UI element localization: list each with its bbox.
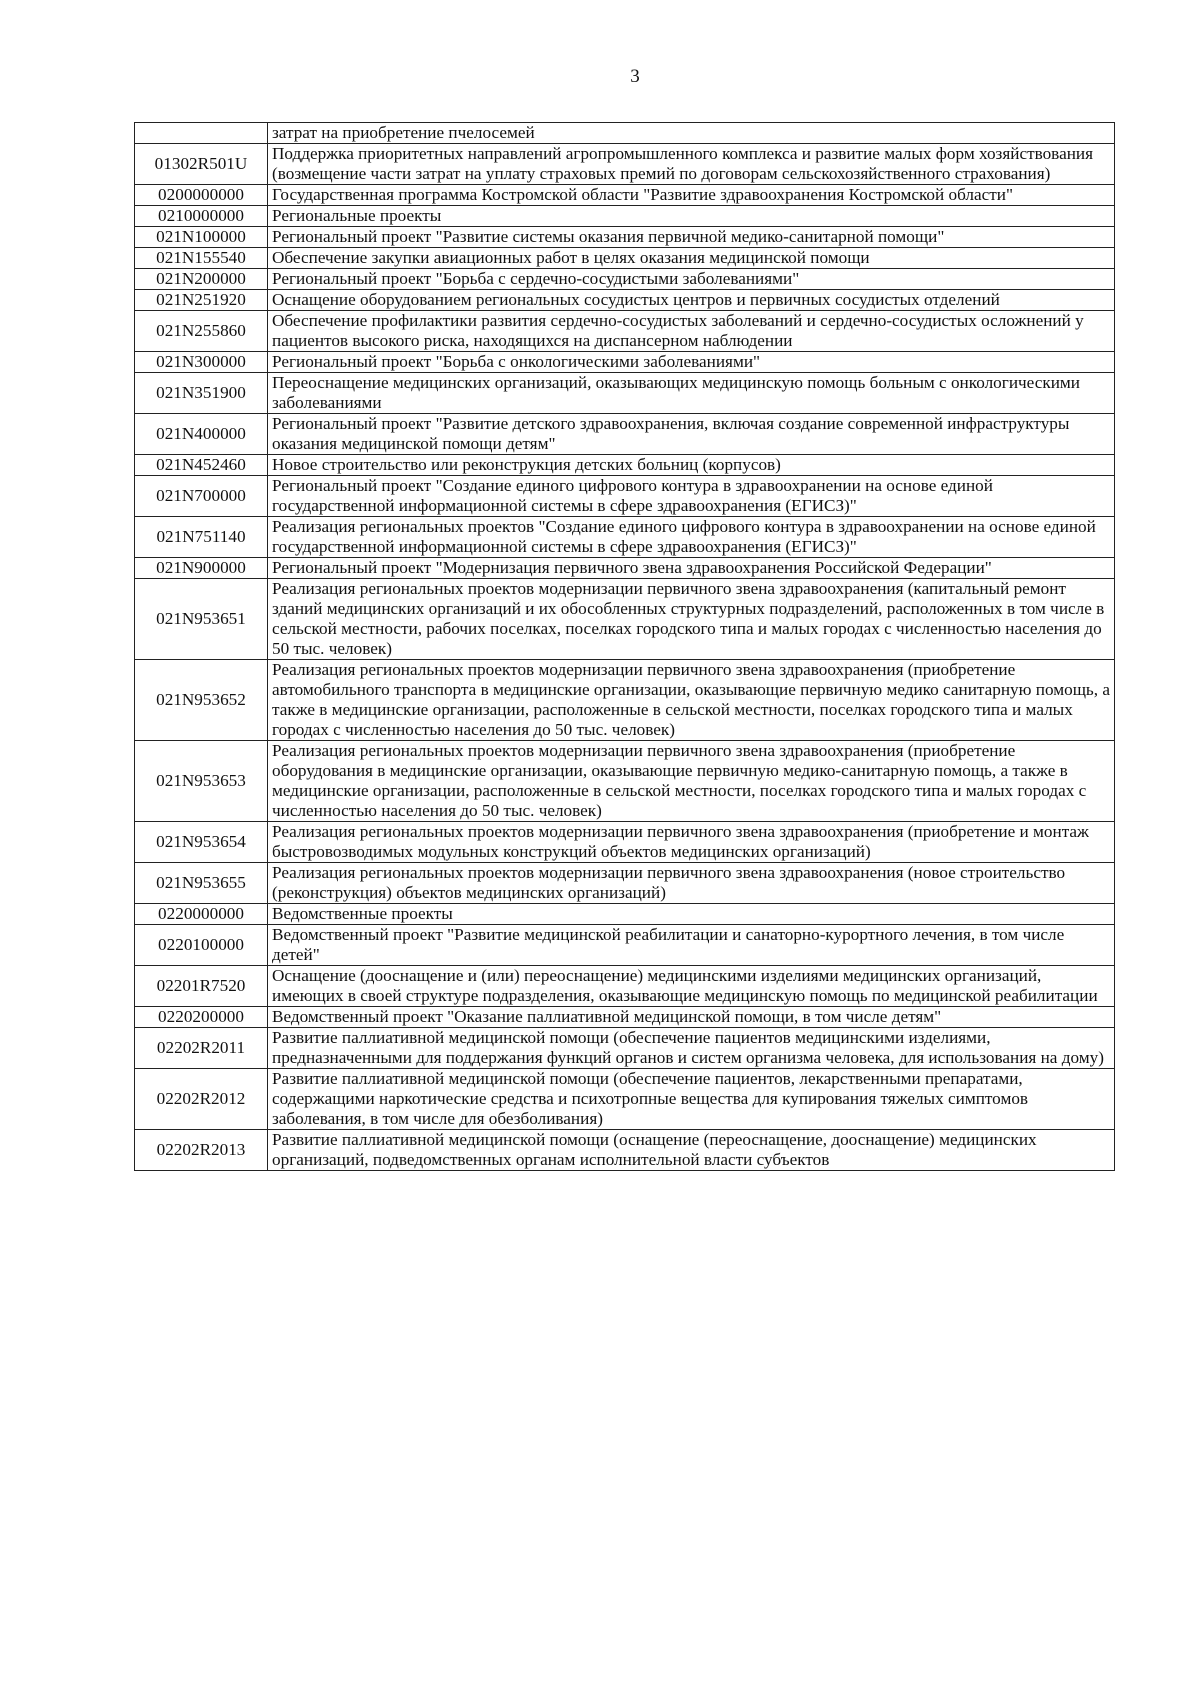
row-code: 021N255860: [135, 311, 268, 352]
row-description: Оснащение оборудованием региональных сосудистых центров и первичных сосудистых отделений: [268, 290, 1115, 311]
table-row: [135, 373, 1115, 414]
row-description: Развитие паллиативной медицинской помощи (оснащение (переоснащение, дооснащение) медицинских организаций, подведомственных органам исполнительной власти субъектов: [268, 1130, 1115, 1171]
row-description: Реализация региональных проектов модернизации первичного звена здравоохранения (приобретение оборудования в медицинские организации, оказывающие первичную медико-санитарную помощь, а также в медицинские организации, расположенные в сельской местности, поселках городского типа и малых городах с численностью населения до 50 тыс. человек): [268, 741, 1115, 822]
row-code: 021N700000: [135, 476, 268, 517]
table-row: [135, 741, 1115, 822]
budget-code-table: [134, 122, 1115, 1171]
row-code: [135, 123, 268, 144]
table-row: [135, 1069, 1115, 1130]
row-code: 021N351900: [135, 373, 268, 414]
row-description: Развитие паллиативной медицинской помощи (обеспечение пациентов, лекарственными препаратами, содержащими наркотические средства и психотропные вещества для купирования тяжелых симптомов заболевания, в том числе для обезболивания): [268, 1069, 1115, 1130]
table-row: [135, 822, 1115, 863]
row-code: 0220000000: [135, 904, 268, 925]
row-code: 01302R501U: [135, 144, 268, 185]
row-code: 0210000000: [135, 206, 268, 227]
row-description: Региональный проект "Модернизация первичного звена здравоохранения Российской Федерации": [268, 558, 1115, 579]
row-description: Региональный проект "Развитие детского здравоохранения, включая создание современной инфраструктуры оказания медицинской помощи детям": [268, 414, 1115, 455]
table-row: [135, 123, 1115, 144]
table-row: [135, 206, 1115, 227]
row-description: Региональные проекты: [268, 206, 1115, 227]
row-description: Поддержка приоритетных направлений агропромышленного комплекса и развитие малых форм хозяйствования (возмещение части затрат на уплату страховых премий по договорам сельскохозяйственного страхования): [268, 144, 1115, 185]
row-description: Реализация региональных проектов "Создание единого цифрового контура в здравоохранении на основе единой государственной информационной системы в сфере здравоохранения (ЕГИСЗ)": [268, 517, 1115, 558]
row-description: Государственная программа Костромской области "Развитие здравоохранения Костромской области": [268, 185, 1115, 206]
row-code: 02202R2013: [135, 1130, 268, 1171]
row-description: Новое строительство или реконструкция детских больниц (корпусов): [268, 455, 1115, 476]
row-code: 0200000000: [135, 185, 268, 206]
table-row: [135, 1028, 1115, 1069]
table-row: [135, 144, 1115, 185]
row-description: Оснащение (дооснащение и (или) переоснащение) медицинскими изделиями медицинских организаций, имеющих в своей структуре подразделения, оказывающие медицинскую помощь по медицинской реабилитации: [268, 966, 1115, 1007]
table-row: [135, 248, 1115, 269]
table-row: [135, 269, 1115, 290]
row-description: Реализация региональных проектов модернизации первичного звена здравоохранения (новое строительство (реконструкция) объектов медицинских организаций): [268, 863, 1115, 904]
table-row: [135, 414, 1115, 455]
row-description: Реализация региональных проектов модернизации первичного звена здравоохранения (приобретение и монтаж быстровозводимых модульных конструкций объектов медицинских организаций): [268, 822, 1115, 863]
table-row: [135, 904, 1115, 925]
row-code: 021N100000: [135, 227, 268, 248]
row-description: Региональный проект "Борьба с сердечно-сосудистыми заболеваниями": [268, 269, 1115, 290]
row-code: 021N200000: [135, 269, 268, 290]
table-row: [135, 579, 1115, 660]
row-description: Переоснащение медицинских организаций, оказывающих медицинскую помощь больным с онкологическими заболеваниями: [268, 373, 1115, 414]
row-description: Ведомственный проект "Оказание паллиативной медицинской помощи, в том числе детям": [268, 1007, 1115, 1028]
row-code: 021N751140: [135, 517, 268, 558]
table-row: [135, 455, 1115, 476]
row-description: Обеспечение профилактики развития сердечно-сосудистых заболеваний и сердечно-сосудистых осложнений у пациентов высокого риска, находящихся на диспансерном наблюдении: [268, 311, 1115, 352]
row-code: 021N155540: [135, 248, 268, 269]
row-description: Региональный проект "Развитие системы оказания первичной медико-санитарной помощи": [268, 227, 1115, 248]
table-row: [135, 517, 1115, 558]
row-description: Развитие паллиативной медицинской помощи (обеспечение пациентов медицинскими изделиями, предназначенными для поддержания функций органов и систем организма человека, для использования на дому): [268, 1028, 1115, 1069]
row-description: Реализация региональных проектов модернизации первичного звена здравоохранения (капитальный ремонт зданий медицинских организаций и их обособленных структурных подразделений, расположенных в том числе в сельской местности, рабочих поселках, поселках городского типа и малых городах с численностью населения до 50 тыс. человек): [268, 579, 1115, 660]
row-code: 021N452460: [135, 455, 268, 476]
row-code: 021N900000: [135, 558, 268, 579]
row-code: 021N300000: [135, 352, 268, 373]
row-code: 021N953654: [135, 822, 268, 863]
table-row: [135, 227, 1115, 248]
row-code: 0220200000: [135, 1007, 268, 1028]
row-description: Реализация региональных проектов модернизации первичного звена здравоохранения (приобретение автомобильного транспорта в медицинские организации, оказывающие первичную медико санитарную помощь, а также в медицинские организации, расположенные в сельской местности, поселках городского типа и малых городах с численностью населения до 50 тыс. человек): [268, 660, 1115, 741]
row-code: 021N953652: [135, 660, 268, 741]
table-row: [135, 660, 1115, 741]
row-description: Обеспечение закупки авиационных работ в целях оказания медицинской помощи: [268, 248, 1115, 269]
table-row: [135, 558, 1115, 579]
row-code: 021N400000: [135, 414, 268, 455]
row-description: Ведомственный проект "Развитие медицинской реабилитации и санаторно-курортного лечения, в том числе детей": [268, 925, 1115, 966]
row-code: 021N251920: [135, 290, 268, 311]
table-row: [135, 925, 1115, 966]
table-body: [135, 123, 1115, 1171]
table-row: [135, 1007, 1115, 1028]
row-code: 02202R2011: [135, 1028, 268, 1069]
row-description: Региональный проект "Борьба с онкологическими заболеваниями": [268, 352, 1115, 373]
table-row: [135, 311, 1115, 352]
table-row: [135, 185, 1115, 206]
row-code: 02201R7520: [135, 966, 268, 1007]
row-description: затрат на приобретение пчелосемей: [268, 123, 1115, 144]
page-number: 3: [630, 66, 640, 87]
table-row: [135, 476, 1115, 517]
row-code: 02202R2012: [135, 1069, 268, 1130]
table-row: [135, 966, 1115, 1007]
row-code: 021N953653: [135, 741, 268, 822]
row-code: 021N953655: [135, 863, 268, 904]
row-description: Ведомственные проекты: [268, 904, 1115, 925]
table-row: [135, 352, 1115, 373]
row-code: 0220100000: [135, 925, 268, 966]
row-description: Региональный проект "Создание единого цифрового контура в здравоохранении на основе единой государственной информационной системы в сфере здравоохранения (ЕГИСЗ)": [268, 476, 1115, 517]
table-row: [135, 1130, 1115, 1171]
table-row: [135, 863, 1115, 904]
row-code: 021N953651: [135, 579, 268, 660]
table-row: [135, 290, 1115, 311]
